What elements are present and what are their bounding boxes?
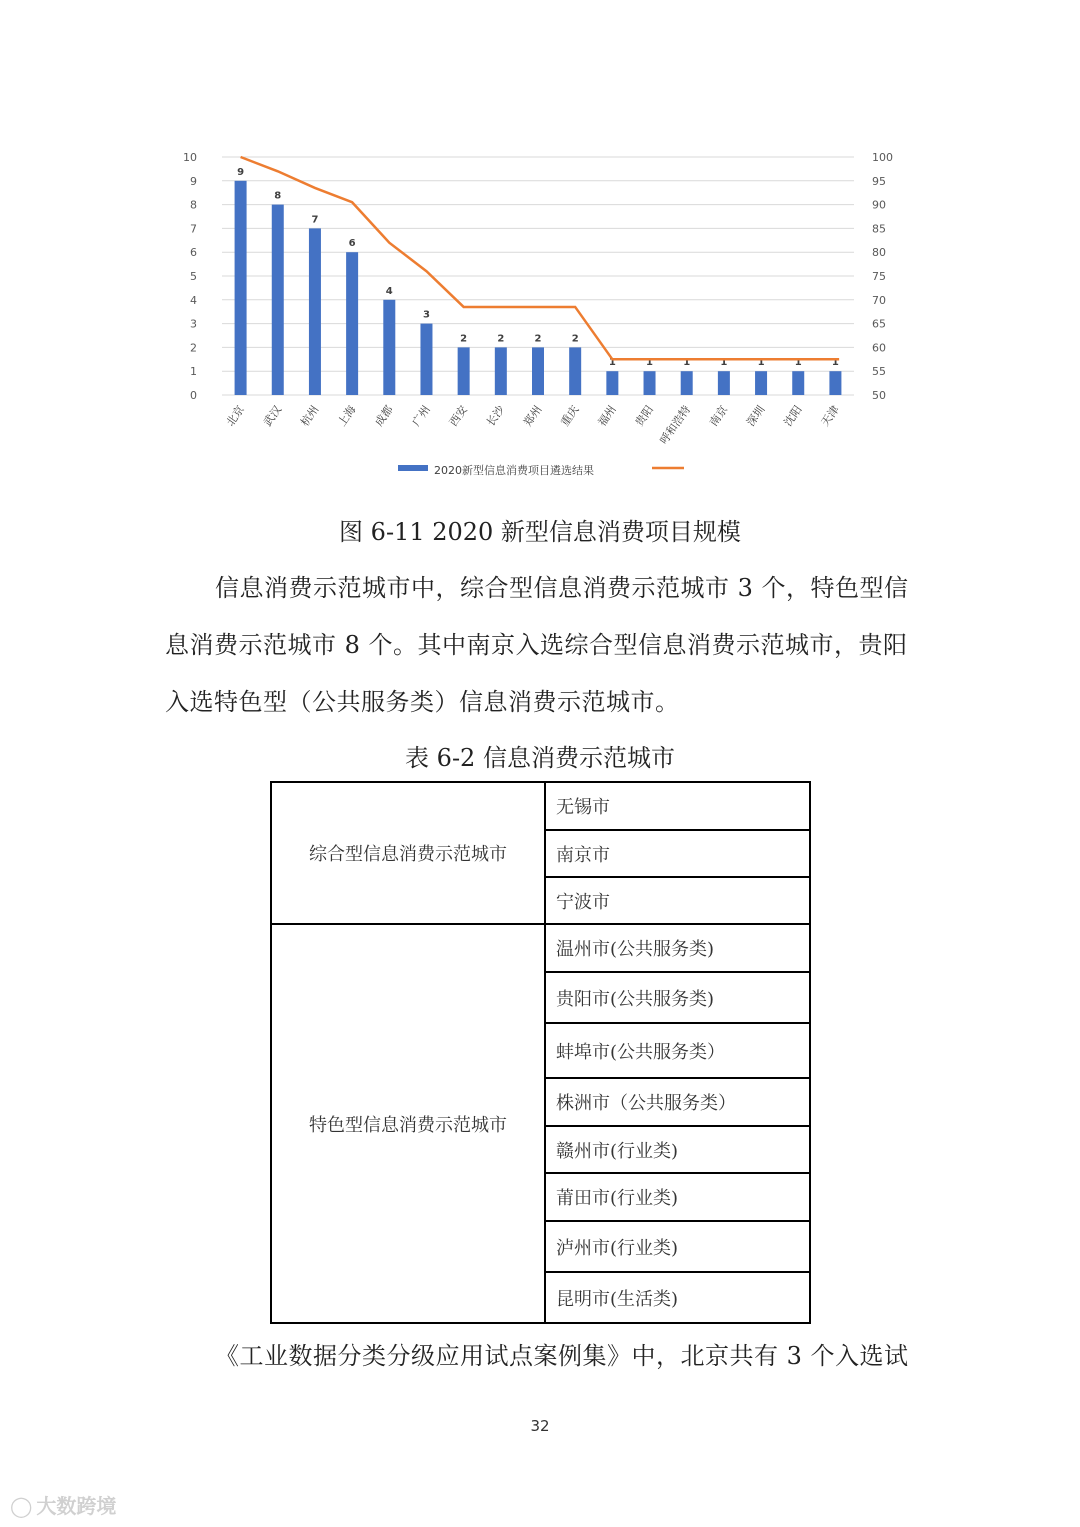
bar-data-label: 4 (385, 285, 393, 297)
figure-caption: 图 6-11 2020 新型信息消费项目规模 (339, 518, 741, 546)
city-cell: 昆明市(生活类) (545, 1272, 810, 1323)
y-right-tick-label: 95 (872, 174, 886, 188)
bar (718, 371, 730, 395)
category-cell-comprehensive: 综合型信息消费示范城市 (271, 782, 545, 924)
legend-swatch-bar (398, 465, 428, 471)
x-tick-label: 上海 (335, 403, 359, 429)
y-left-tick-label: 5 (190, 270, 197, 283)
bar-data-label: 1 (794, 357, 802, 369)
city-cell: 株洲市（公共服务类） (545, 1078, 810, 1126)
x-tick-label: 郑州 (521, 403, 545, 429)
city-cell: 南京市 (545, 830, 810, 877)
y-left-tick-label: 7 (190, 222, 197, 236)
chart-project-scale (170, 140, 910, 485)
x-tick-label: 福州 (595, 403, 619, 429)
bar (569, 347, 581, 395)
y-right-tick-label: 100 (872, 151, 893, 164)
bar (792, 371, 804, 395)
y-right-tick-label: 65 (872, 317, 886, 331)
y-right-tick-label: 50 (872, 389, 886, 402)
bar-data-label: 9 (237, 166, 245, 178)
bar-data-label: 1 (831, 357, 839, 369)
y-right-tick-label: 80 (872, 246, 886, 260)
table-caption: 表 6-2 信息消费示范城市 (405, 744, 675, 772)
x-tick-label: 杭州 (298, 403, 322, 429)
bar (458, 347, 470, 395)
city-cell: 泸州市(行业类) (545, 1221, 810, 1272)
bar (309, 228, 321, 395)
paragraph-line-1: 信息消费示范城市中，综合型信息消费示范城市 3 个，特色型信 (215, 574, 909, 602)
city-cell: 贵阳市(公共服务类) (545, 972, 810, 1023)
bar-data-label: 2 (534, 333, 542, 345)
y-left-tick-label: 0 (190, 389, 197, 402)
x-tick-label: 重庆 (558, 403, 582, 429)
bar (383, 300, 395, 395)
x-tick-label: 成都 (372, 403, 396, 429)
y-left-tick-label: 1 (190, 365, 197, 379)
city-cell: 赣州市(行业类) (545, 1126, 810, 1173)
bar (755, 371, 767, 395)
x-tick-label: 贵阳 (632, 403, 656, 429)
x-tick-label: 北京 (223, 403, 248, 429)
x-tick-label: 沈阳 (781, 403, 805, 429)
bar (346, 252, 358, 395)
bar (644, 371, 656, 395)
y-right-tick-label: 90 (872, 198, 886, 212)
y-left-tick-label: 2 (190, 341, 197, 355)
x-tick-label: 南京 (707, 403, 731, 429)
bar-data-label: 1 (683, 357, 691, 369)
city-cell: 宁波市 (545, 877, 810, 924)
y-right-tick-label: 75 (872, 270, 886, 283)
y-right-tick-label: 85 (872, 222, 886, 236)
legend-label-bar: 2020新型信息消费项目遴选结果 (434, 464, 594, 477)
y-left-tick-label: 8 (190, 198, 197, 212)
city-cell: 温州市(公共服务类) (545, 924, 810, 972)
bar-data-label: 2 (571, 333, 579, 345)
x-tick-label: 深圳 (744, 403, 768, 429)
table-row (271, 782, 810, 830)
city-cell: 莆田市(行业类) (545, 1173, 810, 1221)
line-series (241, 157, 840, 359)
y-left-tick-label: 6 (190, 246, 197, 260)
city-cell: 无锡市 (545, 782, 810, 830)
bar (829, 371, 841, 395)
bar (495, 347, 507, 395)
bar-data-label: 2 (497, 333, 505, 345)
bar-data-label: 7 (311, 214, 319, 226)
table-row (271, 924, 810, 972)
bar-data-label: 1 (646, 357, 654, 369)
bar-data-label: 1 (720, 357, 728, 369)
paragraph-2-line-1: 《工业数据分类分级应用试点案例集》中，北京共有 3 个入选试 (215, 1342, 909, 1370)
x-tick-label: 呼和浩特 (657, 403, 694, 447)
paragraph-line-2: 息消费示范城市 8 个。其中南京入选综合型信息消费示范城市，贵阳 (165, 631, 908, 659)
y-left-tick-label: 3 (190, 317, 197, 331)
y-right-tick-label: 70 (872, 293, 886, 307)
x-tick-label: 西安 (446, 403, 471, 429)
demo-cities-table (270, 781, 811, 1324)
x-tick-label: 长沙 (484, 403, 508, 429)
y-right-tick-label: 60 (872, 341, 886, 355)
bar-data-label: 1 (757, 357, 765, 369)
watermark (10, 1490, 116, 1519)
y-right-tick-label: 55 (872, 365, 886, 379)
bar (272, 205, 284, 395)
bar-data-label: 3 (422, 309, 430, 321)
chart-svg (170, 140, 910, 485)
x-tick-label: 天津 (818, 403, 842, 429)
x-tick-label: 广州 (409, 403, 433, 429)
bar-data-label: 6 (348, 238, 356, 250)
bar-data-label: 2 (460, 333, 468, 345)
y-left-tick-label: 4 (190, 293, 197, 307)
bar (235, 181, 247, 395)
bar (420, 324, 432, 395)
y-left-tick-label: 10 (183, 151, 197, 164)
bar-data-label: 8 (274, 190, 282, 202)
page-number: 32 (530, 1417, 550, 1435)
x-tick-label: 武汉 (260, 403, 285, 429)
bar (606, 371, 618, 395)
watermark-logo-icon: ◯ (10, 1494, 33, 1518)
bar (681, 371, 693, 395)
y-left-tick-label: 9 (190, 174, 197, 188)
paragraph-line-3: 入选特色型（公共服务类）信息消费示范城市。 (165, 688, 680, 716)
bar (532, 347, 544, 395)
bar-data-label: 1 (608, 357, 616, 369)
category-cell-featured: 特色型信息消费示范城市 (271, 924, 545, 1323)
city-cell: 蚌埠市(公共服务类） (545, 1023, 810, 1078)
watermark-text: 大数跨境 (36, 1494, 117, 1518)
